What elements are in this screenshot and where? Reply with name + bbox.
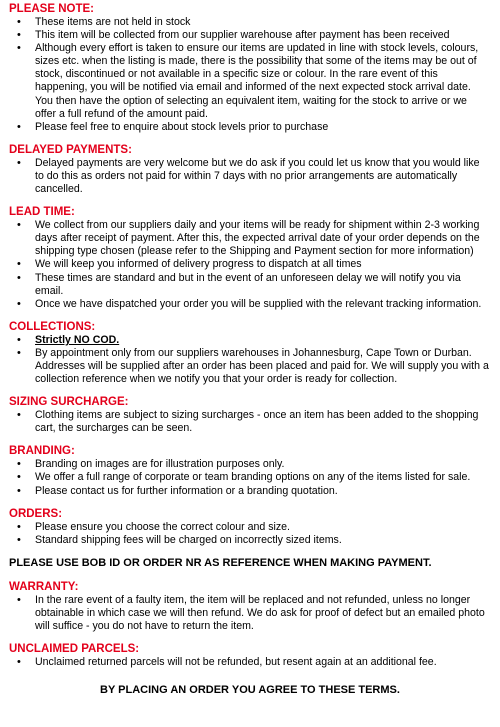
list-item: • This item will be collected from our supplier warehouse after payment has been received	[9, 29, 491, 42]
section-lead-time	[9, 205, 491, 311]
list-item: • Standard shipping fees will be charged on incorrectly sized items.	[9, 534, 491, 547]
list-item: • Please feel free to enquire about stock levels prior to purchase	[9, 121, 491, 134]
list-item: • These times are standard and but in the event of an unforeseen delay we will notify you via email.	[9, 272, 491, 298]
section-heading: LEAD TIME:	[9, 206, 75, 219]
list-item: • By appointment only from our suppliers warehouses in Johannesburg, Cape Town or Durban. Addresses will be supplied after an order has been placed and paid for. We will supply you with a collection reference when we notify you that your order is ready for collection.	[9, 347, 491, 386]
list-item: • Clothing items are subject to sizing surcharges - once an item has been added to the shopping cart, the surcharges can be seen.	[9, 409, 491, 435]
list-item: • Please contact us for further information or a branding quotation.	[9, 485, 491, 498]
list-item: • In the rare event of a faulty item, the item will be replaced and not refunded, unless no longer obtainable in which case we will then refund. We do ask for proof of defect but an emailed photo will suffice - you do not have to return the item.	[9, 594, 491, 633]
section-heading: COLLECTIONS:	[9, 320, 96, 333]
section-delayed-payments	[9, 143, 491, 196]
bullet-list	[9, 157, 491, 196]
section-heading: PLEASE NOTE:	[9, 3, 94, 15]
section-heading: DELAYED PAYMENTS:	[9, 143, 132, 156]
section-heading: UNCLAIMED PARCELS:	[9, 643, 140, 656]
no-cod-notice: Strictly NO COD.	[35, 333, 120, 346]
list-item: • We collect from our suppliers daily and your items will be ready for shipment within 2-3 working days after receipt of payment. After this, the expected arrival date of your order depends on the shipping type chosen (please refer to the Shipping and Payment section for more information)	[9, 219, 491, 258]
list-item: • Delayed payments are very welcome but we do ask if you could let us know that you would like to do this as orders not paid for within 7 days with no prior arrangements are automatically cancelled.	[9, 157, 491, 196]
bullet-list	[9, 521, 491, 547]
list-item: • We offer a full range of corporate or team branding options on any of the items listed for sale.	[9, 471, 491, 484]
bullet-list	[9, 16, 491, 134]
list-item: • Although every effort is taken to ensure our items are updated in line with stock levels, colours, sizes etc. when the listing is made, there is the possibility that some of the items may be out of stock, discontinued or not available in a specific size or colour. In the rare event of this happening, you will be notified via email and informed of the next expected stock arrival date. You then have the option of selecting an equivalent item, waiting for the stock to arrive or we offer a full refund of the amount paid.	[9, 42, 491, 121]
bullet-list	[9, 594, 491, 633]
section-heading: WARRANTY:	[9, 580, 79, 593]
bullet-list	[9, 458, 491, 497]
list-item: • We will keep you informed of delivery progress to dispatch at all times	[9, 258, 491, 271]
list-item: • Please ensure you choose the correct colour and size.	[9, 521, 491, 534]
section-unclaimed-parcels	[9, 642, 491, 669]
section-collections	[9, 320, 491, 386]
bullet-list	[9, 656, 491, 669]
bullet-list	[9, 409, 491, 435]
list-item: • These items are not held in stock	[9, 16, 491, 29]
section-branding	[9, 444, 491, 497]
section-heading: SIZING SURCHARGE:	[9, 396, 129, 409]
list-item	[9, 334, 491, 347]
bullet-list	[9, 334, 491, 386]
section-orders	[9, 507, 491, 547]
list-item: • Unclaimed returned parcels will not be refunded, but resent again at an additional fee.	[9, 656, 491, 669]
section-heading: ORDERS:	[9, 507, 63, 520]
section-heading: BRANDING:	[9, 445, 75, 458]
bullet-list	[9, 219, 491, 311]
list-item: • Once we have dispatched your order you will be supplied with the relevant tracking information.	[9, 298, 491, 311]
section-warranty	[9, 580, 491, 633]
section-please-note	[9, 2, 491, 134]
list-item: • Branding on images are for illustration purposes only.	[9, 458, 491, 471]
agreement-statement: BY PLACING AN ORDER YOU AGREE TO THESE TERMS.	[100, 684, 400, 697]
section-sizing-surcharge	[9, 395, 491, 435]
payment-reference-notice: PLEASE USE BOB ID OR ORDER NR AS REFERENCE WHEN MAKING PAYMENT.	[9, 556, 432, 569]
